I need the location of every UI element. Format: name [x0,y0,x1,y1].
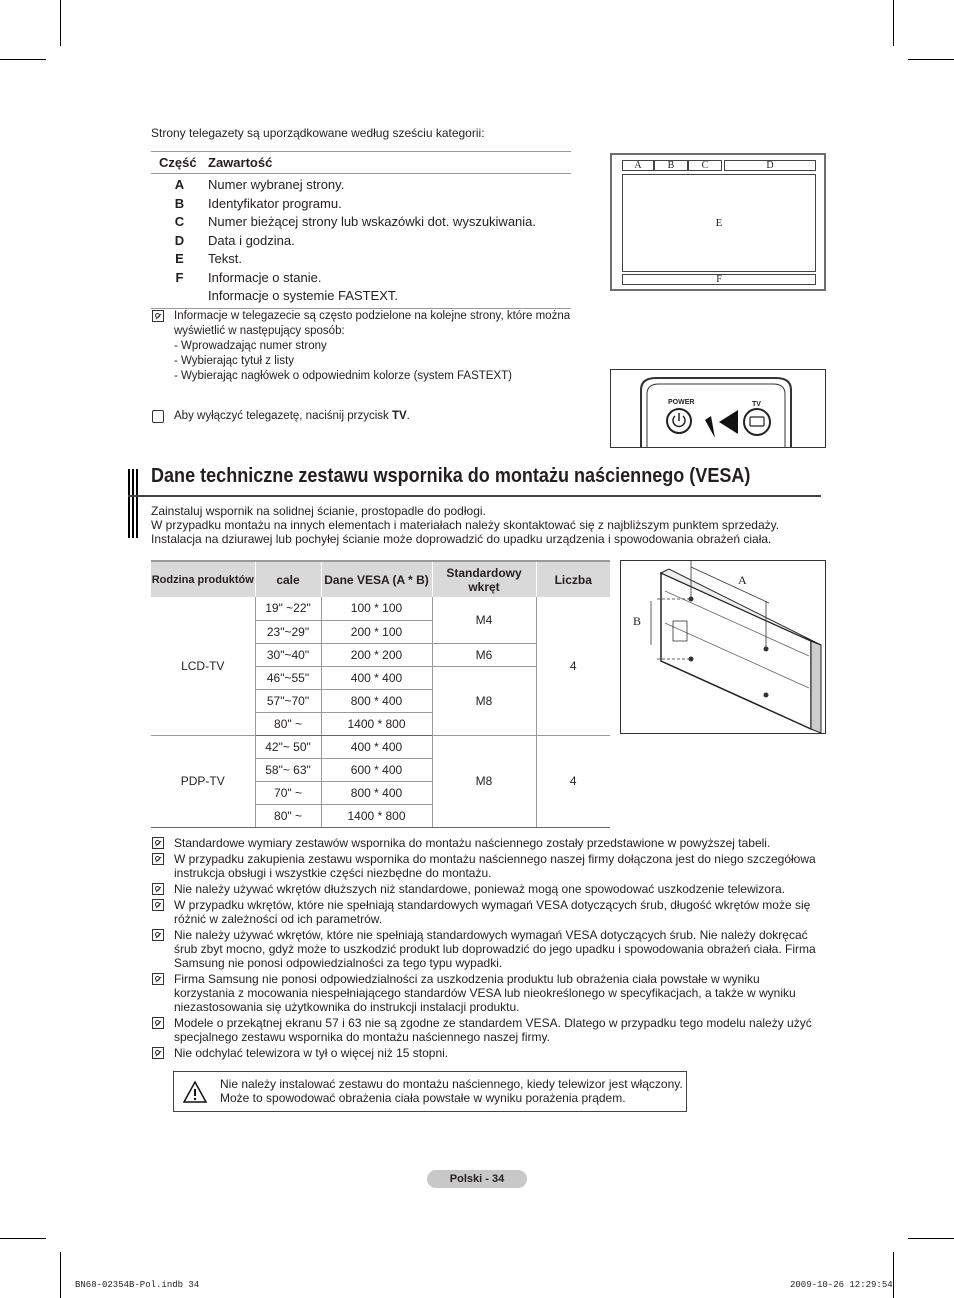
part-content: Data i godzina. [208,232,295,248]
category-row [151,269,571,288]
col-family: Rodzina produktów [151,561,255,597]
screw-cell: M4 [432,597,536,643]
part-content: Tekst. [208,251,242,266]
vesa-header-row [151,561,610,597]
category-row [151,250,571,269]
part-label: A [174,177,185,192]
page-number: Polski - 34 [427,1170,527,1188]
note-icon [152,1047,164,1059]
part-content: Numer bieżącej strony lub wskazówki dot. wyszukiwania. [208,214,537,229]
tv-back-svg [621,561,827,735]
note-item [152,882,822,896]
col-count: Liczba [536,561,610,597]
inch-cell: 23"~29" [255,620,321,643]
section-title: Dane techniczne zestawu wspornika do montażu naściennego (VESA) [151,464,751,487]
family-cell: LCD-TV [151,597,255,735]
note-text: Nie odchylać telewizora w tył o więcej niż 15 stopni. [174,1046,449,1060]
bullet-item: - Wprowadzając numer strony [174,340,327,352]
bullet-item: - Wybierając nagłówek o odpowiednim kolorze (system FASTEXT) [174,370,512,382]
note-text: Modele o przekątnej ekranu 57 i 63 nie są zgodne ze standardem VESA. Dlatego w przypadku tego modelu należy użyć specjalnego zestawu wspornika do montażu naściennego naszej firmy. [174,1016,812,1044]
part-content: Identyfikator programu. [208,195,342,211]
note-teletext-off [152,410,410,422]
inch-cell: 58"~ 63" [255,758,321,781]
crop-mark [908,1238,954,1239]
table-row [151,735,610,758]
note-icon [152,929,164,941]
category-table [151,151,571,309]
vesa-cell: 600 * 400 [321,758,432,781]
remote-control-illustration [610,369,826,448]
vesa-cell: 400 * 400 [321,666,432,689]
header-content: Zawartość [208,155,273,170]
crop-mark [60,0,61,46]
diagram-label-f: F [622,274,816,285]
category-row [151,176,571,195]
part-label: F [175,269,184,285]
remote-svg [611,370,826,448]
note-teletext-pages [152,309,582,384]
part-label: B [174,195,185,211]
note-icon [152,899,164,911]
screw-cell: M8 [432,666,536,735]
note-text: W przypadku wkrętów, które nie spełniają standardowych wymagań VESA dotyczących śrub, długość wkrętów może się różnić w zależności od ich parametrów. [174,898,811,926]
diagram-label-e: E [622,174,816,272]
note-text: Nie należy używać wkrętów, które nie spełniają standardowych wymagań VESA dotyczących śrub. Nie należy dokręcać śrub zbyt mocno, gdyż może to uszkodzić produkt lub doprowadzić do jego upadku i spowodowania obrażeń ciała. Firma Samsung nie ponosi odpowiedzialności za tego typu wypadki. [174,928,816,970]
crop-mark [60,1252,61,1298]
inch-cell: 46"~55" [255,666,321,689]
tv-key-label: TV [391,410,407,422]
part-label [151,287,208,306]
inch-cell: 19" ~22" [255,597,321,620]
intro-line: Instalacja na dziurawej lub pochyłej ścianie może doprowadzić do upadku urządzenia i spowodowania obrażeń ciała. [151,532,772,546]
inch-cell: 70" ~ [255,781,321,804]
vesa-cell: 1400 * 800 [321,712,432,735]
warning-icon [182,1080,208,1104]
part-content: Informacje o systemie FASTEXT. [208,288,399,303]
note-icon [152,883,164,895]
part-label: E [175,251,184,266]
tv-label: TV [752,401,761,408]
intro-text: Strony telegazety są uporządkowane według sześciu kategorii: [151,126,485,140]
category-table-header [151,152,571,174]
dimension-a-label: A [738,573,747,587]
part-content: Informacje o stanie. [208,269,322,285]
section-marker [128,469,140,538]
note-text: W przypadku zakupienia zestawu wspornika do montażu naściennego naszej firmy dołączona jest do niego szczegółowa instrukcja obsługi i wszystkie części niezbędne do montażu. [174,852,816,880]
vesa-cell: 800 * 400 [321,689,432,712]
intro-line: Zainstaluj wspornik na solidnej ścianie, prostopadle do podłogi. [151,504,486,518]
note-icon [152,973,164,985]
section-rule [128,495,821,497]
note-item [152,852,822,880]
crop-mark [908,59,954,60]
vesa-cell: 1400 * 800 [321,804,432,827]
family-cell: PDP-TV [151,735,255,827]
note-end: . [406,410,410,422]
section-intro [151,504,779,546]
inch-cell: 42"~ 50" [255,735,321,758]
part-label: D [174,232,185,248]
part-content: Numer wybranej strony. [208,177,345,192]
vesa-cell: 400 * 400 [321,735,432,758]
vesa-cell: 800 * 400 [321,781,432,804]
diagram-label-d: D [724,160,816,171]
vesa-table [151,560,610,828]
crop-mark [893,0,894,46]
note-item [152,836,822,850]
category-row [151,232,571,251]
hand-icon [152,410,164,423]
inch-cell: 57"~70" [255,689,321,712]
tv-button-icon [744,409,770,435]
intro-line: W przypadku montażu na innych elementach i materiałach należy skontaktować się z najbliższym punktem sprzedaży. [151,518,780,532]
dimension-b-label: B [633,614,642,628]
category-row [151,213,571,232]
vesa-cell: 200 * 200 [321,643,432,666]
note-item [152,898,822,926]
part-label: C [174,214,185,229]
note-item [152,1016,822,1044]
note-item [152,1046,822,1060]
warning-line: Nie należy instalować zestawu do montażu naściennego, kiedy telewizor jest włączony. [220,1077,683,1091]
bullet-item: - Wybierając tytuł z listy [174,355,295,367]
vesa-cell: 200 * 100 [321,620,432,643]
note-text: Aby wyłączyć telegazetę, naciśnij przycisk [174,410,392,422]
diagram-label-b: B [654,160,688,171]
note-text: Firma Samsung nie ponosi odpowiedzialności za uszkodzenia produktu lub obrażenia ciała powstałe w wyniku korzystania z mocowania niespełniającego standardów VESA lub nieokreślonego w specyfikacjach, a także w wyniku niezastosowania się użytkownika do instrukcji instalacji produktu. [174,972,796,1014]
note-icon [152,1017,164,1029]
note-text: Standardowe wymiary zestawów wspornika do montażu naściennego zostały przedstawione w powyższej tabeli. [174,836,771,850]
crop-mark [893,1252,894,1298]
diagram-label-a: A [622,160,654,171]
screw-cell: M6 [432,643,536,666]
col-screw: Standardowy wkręt [432,561,536,597]
warning-line: Może to spowodować obrażenia ciała powstałe w wyniku porażenia prądem. [220,1091,626,1105]
footer-date: 2009-10-26 12:29:54 [790,1280,893,1290]
crop-mark [0,1238,46,1239]
notes-list [152,836,822,1062]
table-row [151,597,610,620]
crop-mark [0,59,46,60]
header-part: Część [159,155,197,170]
screw-cell: M8 [432,735,536,827]
power-label: POWER [668,399,695,406]
note-icon [152,853,164,865]
wall-mount-diagram [620,560,826,734]
teletext-layout-diagram [610,153,826,291]
count-cell: 4 [536,597,610,735]
note-icon [152,837,164,849]
note-item [152,928,822,970]
vesa-cell: 100 * 100 [321,597,432,620]
col-vesa: Dane VESA (A * B) [321,561,432,597]
note-text: Informacje w telegazecie są często podzielone na kolejne strony, które można wyświetlić w następujący sposób: [174,310,571,337]
col-inches: cale [255,561,321,597]
note-item [152,972,822,1014]
footer-file: BN68-02354B-Pol.indb 34 [75,1280,200,1290]
inch-cell: 80" ~ [255,804,321,827]
category-row [151,287,571,306]
inch-cell: 30"~40" [255,643,321,666]
diagram-label-c: C [688,160,722,171]
inch-cell: 80" ~ [255,712,321,735]
note-text: Nie należy używać wkrętów dłuższych niż standardowe, ponieważ mogą one spowodować uszkodzenie telewizora. [174,882,785,896]
count-cell: 4 [536,735,610,827]
category-row [151,195,571,214]
note-icon [152,310,164,322]
warning-box [173,1071,687,1112]
